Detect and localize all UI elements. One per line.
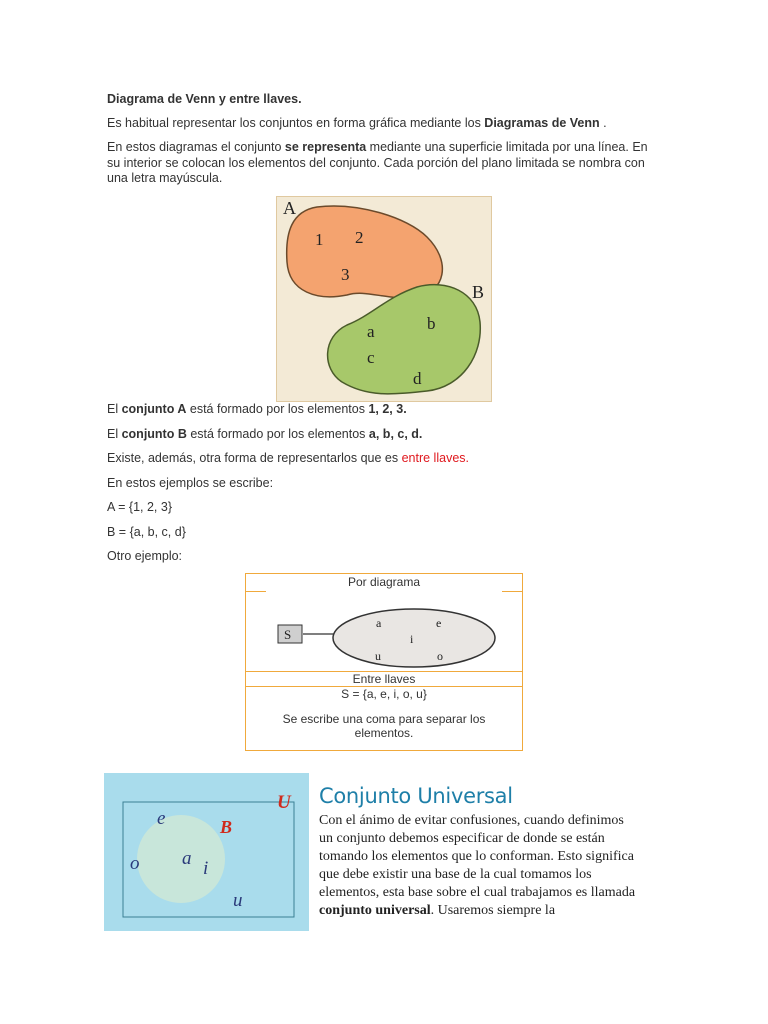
- page-title: Diagrama de Venn y entre llaves.: [107, 92, 302, 106]
- set-b-notation: B = {a, b, c, d}: [107, 525, 186, 539]
- set-s-element: i: [410, 632, 414, 646]
- universal-label: U: [277, 792, 291, 813]
- set-a-notation: A = {1, 2, 3}: [107, 500, 172, 514]
- outside-element: e: [157, 808, 166, 829]
- set-b-region: [328, 285, 481, 394]
- outside-element: u: [233, 890, 243, 911]
- set-b-element: i: [203, 858, 209, 879]
- set-a-label: A: [283, 198, 296, 218]
- set-b-element: b: [427, 314, 436, 333]
- outside-element: o: [130, 853, 140, 874]
- set-b-element: a: [367, 322, 375, 341]
- set-s-region: [333, 609, 495, 667]
- ejemplos-sentence: En estos ejemplos se escribe:: [107, 476, 274, 490]
- llaves-sentence: Existe, además, otra forma de representarlos que es entre llaves.: [107, 451, 469, 465]
- set-s-element: u: [375, 649, 381, 663]
- set-b-element: a: [182, 848, 192, 869]
- table-header-llaves: Entre llaves: [352, 672, 416, 686]
- set-b-label: B: [220, 817, 233, 837]
- llaves-link: entre llaves.: [401, 451, 469, 465]
- set-s-element: e: [436, 616, 442, 630]
- universal-paragraph: Con el ánimo de evitar confusiones, cuando definimos un conjunto debemos especificar de donde se están tomando los elementos que lo conforman. Esto significa que debe existir una base de la cual tomamos los elementos, esta base sobre el cual trabajamos es llamada conjunto universal. Usaremos siempre la: [319, 813, 636, 918]
- set-s-label: S: [284, 627, 292, 642]
- venn-diagram-s: [276, 604, 498, 670]
- set-b-circle: [137, 815, 225, 903]
- set-a-element: 2: [355, 228, 364, 247]
- set-b-sentence: El conjunto B está formado por los elementos a, b, c, d.: [107, 427, 423, 441]
- set-s-notation: S = {a, e, i, o, u}: [341, 687, 427, 701]
- set-s-element: a: [376, 616, 382, 630]
- set-b-element: c: [367, 348, 375, 367]
- set-a-region: [287, 206, 443, 298]
- set-b-element: d: [413, 369, 422, 388]
- table-header-diagram: Por diagrama: [347, 575, 421, 589]
- universal-set-diagram: [104, 773, 309, 931]
- venn-diagram-a-b: [276, 196, 492, 402]
- example-table: [245, 573, 523, 751]
- description-paragraph: En estos diagramas el conjunto se representa mediante una superficie limitada por una línea. En su interior se colocan los elementos del conjunto. Cada porción del plano limitada se nombra con una letra mayúscula.: [107, 140, 648, 185]
- comma-note: Se escribe una coma para separar los elementos.: [282, 712, 486, 740]
- set-a-sentence: El conjunto A está formado por los elementos 1, 2, 3.: [107, 402, 407, 416]
- otro-ejemplo-label: Otro ejemplo:: [107, 549, 183, 563]
- set-a-element: 3: [341, 265, 350, 284]
- universal-title: Conjunto Universal: [319, 784, 513, 808]
- set-s-element: o: [437, 649, 443, 663]
- intro-paragraph: Es habitual representar los conjuntos en forma gráfica mediante los Diagramas de Venn .: [107, 116, 607, 130]
- set-b-label: B: [472, 282, 485, 302]
- set-a-element: 1: [315, 230, 324, 249]
